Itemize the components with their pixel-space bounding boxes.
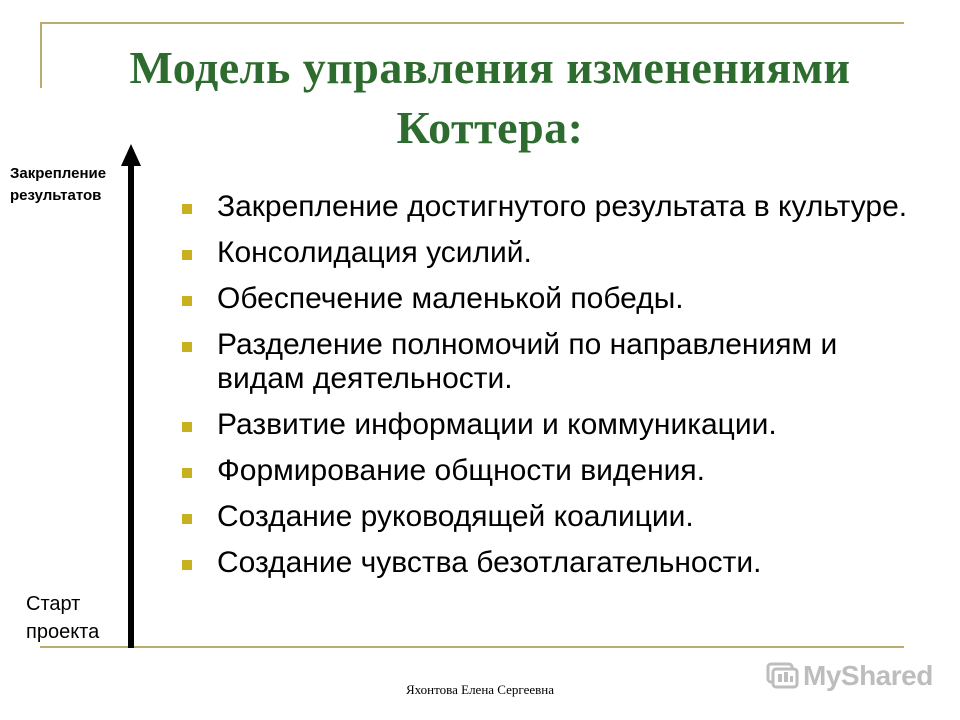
bullet-text: Обеспечение маленькой победы. — [217, 282, 684, 315]
bullet-text: Создание руководящей коалиции. — [217, 500, 694, 533]
bullet-list — [182, 190, 922, 592]
bullet-square-icon — [182, 342, 192, 352]
frame-left-line — [40, 22, 42, 88]
bullet-square-icon — [182, 468, 192, 478]
list-item — [182, 454, 922, 488]
bullet-square-icon — [182, 296, 192, 306]
list-item — [182, 282, 922, 316]
bullet-square-icon — [182, 422, 192, 432]
watermark — [765, 656, 935, 696]
list-item — [182, 328, 922, 396]
bullet-square-icon — [182, 250, 192, 260]
list-item — [182, 236, 922, 270]
frame-bottom-line — [40, 646, 904, 648]
bullet-square-icon — [182, 560, 192, 570]
list-item — [182, 190, 922, 224]
footer-author: Яхонтова Елена Сергеевна — [406, 682, 554, 697]
bullet-text: Разделение полномочий по направлениям и видам деятельности. — [217, 328, 838, 395]
slide-title: Модель управления изменениями Коттера: — [129, 42, 851, 153]
list-item — [182, 500, 922, 534]
bullet-text: Закрепление достигнутого результата в культуре. — [217, 190, 908, 223]
list-item — [182, 546, 922, 580]
watermark-text: MyShared — [803, 660, 933, 691]
bullet-text: Формирование общности видения. — [217, 454, 705, 487]
bullet-square-icon — [182, 514, 192, 524]
axis-top-label: Закрепление результатов — [10, 165, 107, 204]
list-item — [182, 408, 922, 442]
bullet-square-icon — [182, 204, 192, 214]
bullet-text: Развитие информации и коммуникации. — [217, 408, 777, 441]
bullet-text: Создание чувства безотлагательности. — [217, 546, 762, 579]
bullet-text: Консолидация усилий. — [217, 236, 532, 269]
axis-bottom-label: Старт проекта — [26, 593, 100, 643]
myshared-logo-icon — [765, 659, 799, 693]
frame-top-line — [40, 22, 904, 24]
progress-axis — [128, 160, 134, 648]
